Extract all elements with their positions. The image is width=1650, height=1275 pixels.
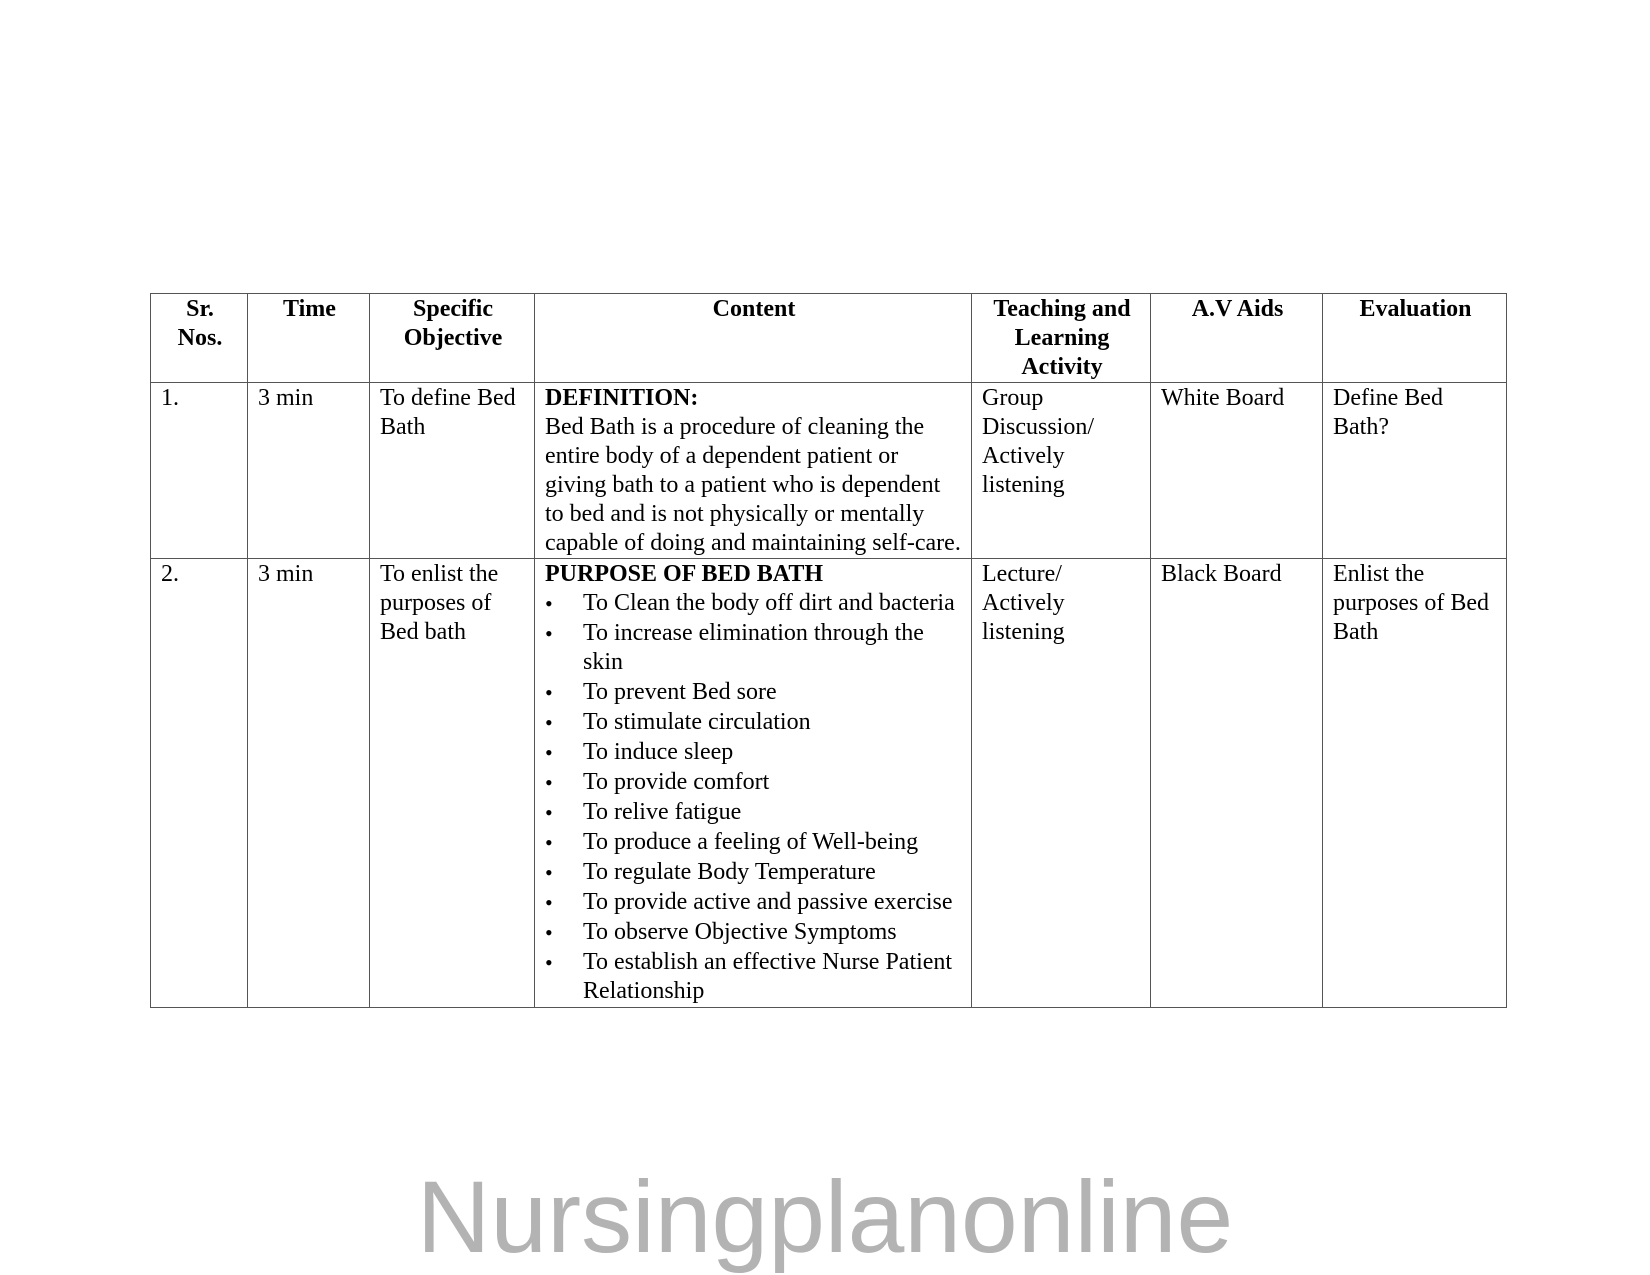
list-item: • To stimulate circulation xyxy=(545,708,963,737)
header-time: Time xyxy=(248,294,370,383)
list-item: • To produce a feeling of Well-being xyxy=(545,828,963,857)
row-1-sr: 1. xyxy=(151,383,248,559)
list-item: • To provide active and passive exercise xyxy=(545,888,963,917)
row-2-time: 3 min xyxy=(248,559,370,1008)
list-item: • To regulate Body Temperature xyxy=(545,858,963,887)
header-content: Content xyxy=(535,294,972,383)
header-evaluation: Evaluation xyxy=(1323,294,1507,383)
list-item: • To increase elimination through the skin xyxy=(545,619,963,677)
purpose-list xyxy=(545,589,963,1006)
row-2-evaluation: Enlist the purposes of Bed Bath xyxy=(1323,559,1507,1008)
header-sr-nos: Sr. Nos. xyxy=(151,294,248,383)
row-2-content xyxy=(535,559,972,1008)
row-1-content xyxy=(535,383,972,559)
header-specific-objective: Specific Objective xyxy=(370,294,535,383)
definition-heading: DEFINITION: xyxy=(545,385,699,411)
table-row xyxy=(151,559,1507,1008)
header-teaching-learning-activity: Teaching and Learning Activity xyxy=(972,294,1151,383)
list-item: • To Clean the body off dirt and bacteria xyxy=(545,589,963,618)
definition-text: Bed Bath is a procedure of cleaning the entire body of a dependent patient or giving bath to a patient who is dependent to bed and is not physically or mentally capable of doing and maintaining self-care. xyxy=(545,414,961,556)
row-1-time: 3 min xyxy=(248,383,370,559)
row-2-sr: 2. xyxy=(151,559,248,1008)
row-1-activity: Group Discussion/ Actively listening xyxy=(972,383,1151,559)
row-2-activity: Lecture/ Actively listening xyxy=(972,559,1151,1008)
list-item: • To induce sleep xyxy=(545,738,963,767)
purpose-heading: PURPOSE OF BED BATH xyxy=(545,561,824,587)
watermark-text: Nursingplanonline xyxy=(416,1160,1234,1274)
header-row xyxy=(151,294,1507,383)
lesson-plan-table xyxy=(150,293,1507,1008)
list-item: • To relive fatigue xyxy=(545,798,963,827)
list-item: • To observe Objective Symptoms xyxy=(545,918,963,947)
list-item: • To establish an effective Nurse Patient Relationship xyxy=(545,948,963,1006)
table-row xyxy=(151,383,1507,559)
list-item: • To provide comfort xyxy=(545,768,963,797)
header-av-aids: A.V Aids xyxy=(1151,294,1323,383)
row-1-objective: To define Bed Bath xyxy=(370,383,535,559)
row-2-objective: To enlist the purposes of Bed bath xyxy=(370,559,535,1008)
row-2-aids: Black Board xyxy=(1151,559,1323,1008)
row-1-evaluation: Define Bed Bath? xyxy=(1323,383,1507,559)
row-1-aids: White Board xyxy=(1151,383,1323,559)
list-item: • To prevent Bed sore xyxy=(545,678,963,707)
